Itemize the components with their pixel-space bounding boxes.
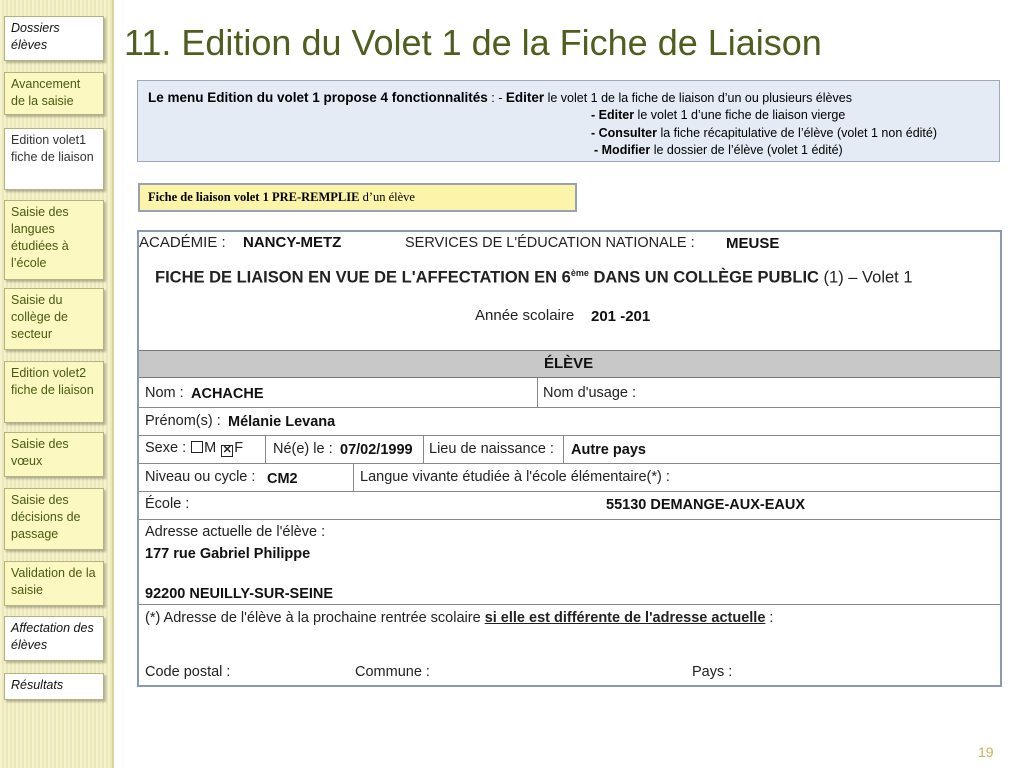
nom-label: Nom :	[145, 385, 184, 401]
page-title: 11. Edition du Volet 1 de la Fiche de Liaison	[124, 22, 822, 63]
nav-saisie-voeux[interactable]	[4, 432, 104, 477]
fiche-liaison-form	[137, 230, 1002, 687]
sexe-f-label: F	[234, 440, 244, 456]
row-divider	[139, 519, 1000, 520]
row-divider	[139, 463, 1000, 464]
nav-label: Saisie du collège de secteur	[11, 293, 68, 341]
row-divider	[139, 491, 1000, 492]
intro-prefix: -	[594, 143, 602, 157]
adresse-line1: 177 rue Gabriel Philippe	[145, 546, 311, 562]
nav-label: Saisie des décisions de passage	[11, 493, 81, 541]
ne-label: Né(e) le :	[273, 441, 333, 457]
row-divider	[139, 407, 1000, 408]
prenom-label: Prénom(s) :	[145, 413, 221, 429]
prenom-value: Mélanie Levana	[228, 414, 336, 430]
intro-text: la fiche récapitulative de l’élève (volet 1 non édité)	[656, 125, 938, 140]
nav-label: Edition volet1 fiche de liaison	[11, 133, 94, 164]
nav-avancement-saisie[interactable]	[4, 72, 104, 115]
col-divider	[265, 435, 266, 463]
nav-saisie-langues[interactable]	[4, 200, 104, 280]
adresse-line2: 92200 NEUILLY-SUR-SEINE	[145, 586, 334, 602]
sexe-label: Sexe :	[145, 440, 187, 456]
ecole-label: École :	[145, 496, 190, 512]
row-divider	[139, 435, 1000, 436]
lieu-value: Autre pays	[571, 442, 646, 458]
sexe-m-checkbox[interactable]	[191, 441, 203, 453]
intro-line-4	[594, 142, 843, 160]
col-divider	[353, 463, 354, 491]
lieu-label: Lieu de naissance :	[429, 441, 554, 457]
col-divider	[537, 378, 538, 407]
pays-label: Pays :	[692, 664, 733, 680]
niveau-label: Niveau ou cycle :	[145, 469, 256, 485]
services-value: MEUSE	[726, 235, 780, 252]
nav-label: Saisie des langues étudiées à l’école	[11, 205, 69, 270]
prochaine-underlined: si elle est différente de l'adresse actuelle	[484, 610, 766, 626]
nav-edition-volet2[interactable]	[4, 361, 104, 423]
sexe-field	[145, 440, 243, 457]
intro-keyword: Editer	[598, 108, 635, 122]
commune-label: Commune :	[355, 664, 430, 680]
annee-label: Année scolaire	[475, 307, 575, 324]
services-label: SERVICES DE L'ÉDUCATION NATIONALE :	[405, 235, 695, 251]
heading-sup: ème	[570, 268, 589, 278]
heading-suffix: (1) – Volet 1	[818, 268, 913, 287]
nav-label: Avancement de la saisie	[11, 77, 81, 108]
nav-saisie-decisions[interactable]	[4, 488, 104, 550]
intro-text: le volet 1 de la fiche de liaison d’un ou plusieurs élèves	[544, 91, 852, 105]
adresse-label: Adresse actuelle de l'élève :	[145, 524, 326, 540]
intro-text: le dossier de l’élève (volet 1 édité)	[650, 143, 843, 157]
ne-value: 07/02/1999	[340, 442, 413, 458]
prochaine-label: (*) Adresse de l'élève à la prochaine rentrée scolaire	[145, 610, 485, 626]
col-divider	[563, 435, 564, 463]
nav-dossiers-eleves[interactable]	[4, 16, 104, 61]
niveau-value: CM2	[267, 471, 298, 487]
nav-saisie-college-secteur[interactable]	[4, 288, 104, 350]
nom-usage-label: Nom d'usage :	[543, 385, 637, 401]
nav-label: Résultats	[11, 678, 64, 692]
intro-keyword: Modifier	[601, 143, 651, 157]
nav-label: Affectation des élèves	[11, 621, 94, 652]
nav-label: Validation de la saisie	[11, 566, 96, 597]
annee-value: 201 -201	[591, 308, 651, 325]
intro-keyword: Editer	[505, 90, 545, 105]
nav-validation-saisie[interactable]	[4, 561, 104, 606]
nav-label: Saisie des vœux	[11, 437, 69, 468]
academie-value: NANCY-METZ	[243, 234, 342, 251]
intro-keyword: Consulter	[598, 125, 657, 140]
nav-label: Edition volet2 fiche de liaison	[11, 366, 94, 397]
intro-lead-bold: Le menu Edition du volet 1 propose 4 fonctionnalités	[148, 90, 488, 105]
section-eleve: ÉLÈVE	[544, 355, 594, 372]
cp-label: Code postal :	[145, 664, 231, 680]
col-divider	[423, 435, 424, 463]
nav-resultats[interactable]	[4, 673, 104, 700]
intro-text: le volet 1 d’une fiche de liaison vierge	[634, 108, 846, 122]
intro-lead-suffix: : -	[487, 91, 506, 105]
row-divider	[139, 604, 1000, 605]
prefilled-label	[138, 183, 577, 212]
prochaine-end: :	[765, 610, 774, 626]
intro-box	[137, 80, 1000, 162]
nav-affectation-eleves[interactable]	[4, 616, 104, 661]
nom-value: ACHACHE	[191, 386, 264, 402]
intro-lead	[148, 89, 852, 108]
prefilled-bold: Fiche de liaison volet 1 PRE-REMPLIE	[148, 190, 360, 204]
nav-edition-volet1[interactable]	[4, 128, 104, 190]
intro-line-3	[591, 125, 937, 143]
prochaine-adresse	[145, 610, 773, 626]
ecole-value: 55130 DEMANGE-AUX-EAUX	[606, 497, 806, 513]
prefilled-rest: d’un élève	[359, 190, 415, 204]
page-number: 19	[978, 744, 994, 760]
sexe-f-checkbox[interactable]: ✕	[222, 444, 232, 456]
heading-main: FICHE DE LIAISON EN VUE DE L'AFFECTATION EN 6	[155, 268, 571, 287]
intro-prefix: -	[591, 125, 599, 140]
academie-label: ACADÉMIE :	[139, 234, 226, 251]
sexe-m-label: M	[204, 440, 217, 456]
heading-rest: DANS UN COLLÈGE PUBLIC	[588, 268, 819, 287]
langue-label: Langue vivante étudiée à l'école élémentaire(*) :	[360, 469, 670, 485]
nav-label: Dossiers élèves	[11, 21, 60, 52]
intro-prefix: -	[591, 108, 599, 122]
intro-line-2	[591, 107, 845, 125]
form-heading	[155, 268, 913, 288]
